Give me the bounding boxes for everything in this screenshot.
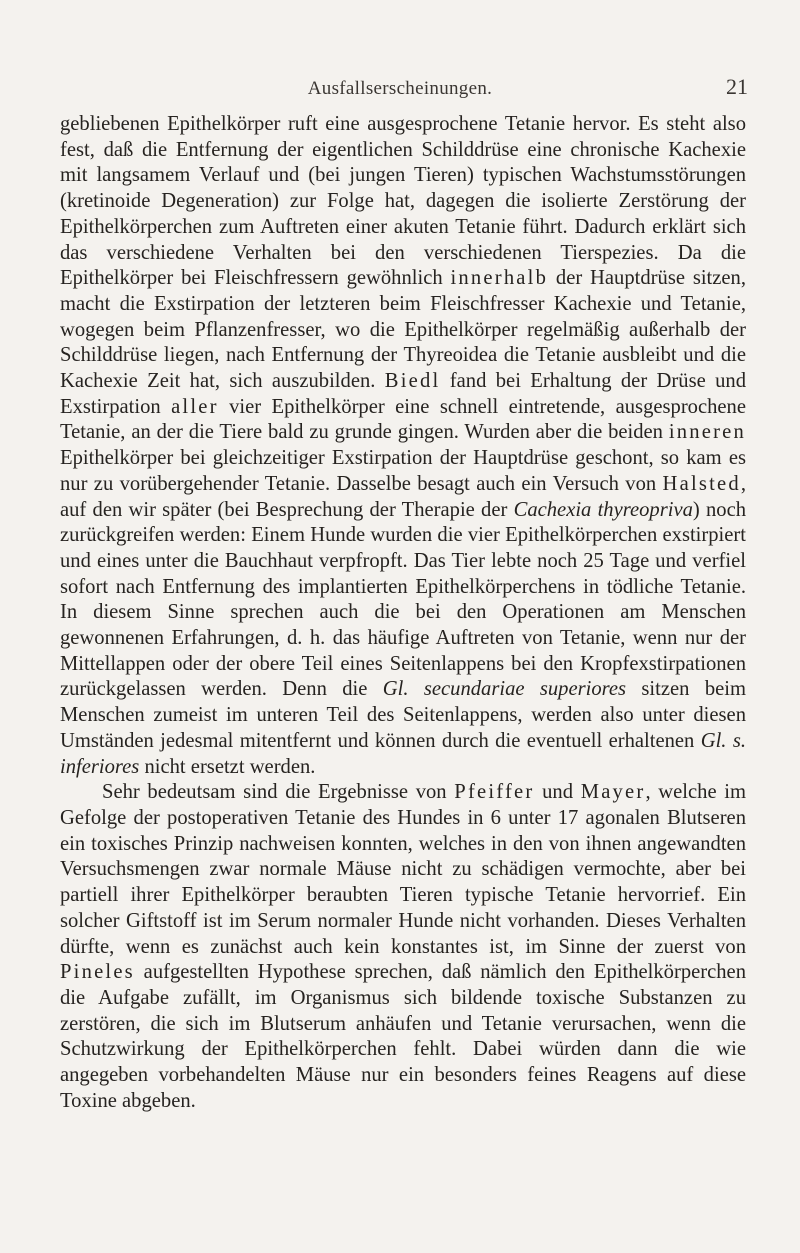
author-name: Pineles [60, 961, 135, 984]
body-text [60, 112, 746, 1114]
paragraph-2 [60, 780, 746, 1114]
text-run: gebliebenen Epithelkörper ruft eine ausgesprochene Tetanie hervor. Es steht also fest, daß die Entfernung der eigentlichen Schilddrüse eine chronische Kachexie mit langsamem Verlauf und (bei jungen Tieren) typischen Wachstumsstörungen (kretinoide Degeneration) zur Folge hat, dagegen die isolierte Zerstörung der Epithelkörperchen zum Auftreten einer akuten Tetanie führt. Dadurch erklärt sich das verschiedene Verhalten bei den verschiedenen Tierspezies. Da die Epithelkörper bei Fleischfressern gewöhnlich [60, 113, 746, 290]
latin-term: Cachexia thyreopriva [513, 498, 693, 521]
text-run: nicht ersetzt werden. [139, 755, 316, 778]
text-run: vier Epithelkörper eine schnell eintretende, ausgesprochene Tetanie, an der die Tiere bald zu grunde gingen. Wurden aber die beiden [60, 395, 746, 444]
text-run: aufgestellten Hypothese sprechen, daß nämlich den Epithelkörperchen die Aufgabe zufällt, im Organismus sich bildende toxische Substanzen zu zerstören, die sich im Blutserum anhäufen und Tetanie verursachen, wenn die Schutzwirkung der Epithelkörperchen fehlt. Dabei würden dann die wie angegeben vorbehandelten Mäuse nur ein besonders feines Reagens auf diese Toxine abgeben. [60, 961, 746, 1112]
latin-term: Gl. secundariae superiores [382, 678, 627, 701]
page-number: 21 [726, 74, 748, 99]
text-run: Sehr bedeutsam sind die Ergebnisse von [102, 781, 455, 804]
spaced-emphasis: innerhalb [450, 267, 549, 290]
text-run: , auf den wir später (bei Besprechung der Therapie der [60, 472, 746, 521]
text-run: fand bei Erhaltung der Drüse und Exstirpation [60, 370, 747, 418]
running-head: Ausfallserscheinungen. [307, 78, 493, 99]
paragraph-1 [60, 112, 746, 780]
spaced-emphasis: inneren [668, 421, 746, 444]
text-run: der Hauptdrüse sitzen, macht die Exstirpation der letzteren beim Fleischfresser Kachexie und Tetanie, wogegen beim Pflanzenfresser, wo die Epithelkörper regelmäßig außerhalb der Schilddrüse liegen, nach Entfernung der Thyreoidea die Tetanie ausbleibt und die Kachexie Zeit hat, sich auszubilden. [60, 267, 747, 393]
author-name: Pfeiffer [454, 781, 535, 804]
text-run: , welche im Gefolge der postoperativen Tetanie des Hundes in 6 unter 17 agonalen Blutseren ein toxisches Prinzip nachweisen konnten, welches in den von ihnen angewandten Versuchsmengen zwar normale Mäuse nicht zu schädigen vermochte, aber bei partiell ihrer Epithelkörper beraubten Tieren typische Tetanie hervorrief. Ein solcher Giftstoff ist im Serum normaler Hunde nicht vorhanden. Dieses Verhalten dürfte, wenn es zunächst auch kein konstantes ist, im Sinne der zuerst von [60, 781, 747, 958]
author-name: Halsted [662, 472, 741, 495]
text-run: Epithelkörper bei gleichzeitiger Exstirpation der Hauptdrüse geschont, so kam es nur zu vorübergehender Tetanie. Dasselbe besagt auch ein Versuch von [60, 447, 746, 495]
text-run: sitzen beim Menschen zumeist im unteren Teil des Seitenlappens, werden also unter diesen Umständen jedesmal mitentfernt und können durch die eventuell erhaltenen [60, 678, 746, 752]
author-name: Mayer [580, 781, 646, 804]
text-run: und [534, 781, 581, 804]
author-name: Biedl [384, 370, 441, 393]
text-run: ) noch zurückgreifen werden: Einem Hunde wurden die vier Epithelkörperchen exstirpiert und eines unter die Bauchhaut verpfropft. Das Tier lebte noch 25 Tage und verfiel sofort nach Entfernung des implantierten Epithelkörperchens in tödliche Tetanie. In diesem Sinne sprechen auch die bei den Operationen am Menschen gewonnenen Erfahrungen, d. h. das häufige Auftreten von Tetanie, wenn nur der Mittellappen oder der obere Teil eines Seitenlappens bei den Kropfexstirpationen zurückgelassen werden. Denn die [60, 498, 747, 701]
spaced-emphasis: aller [171, 395, 219, 418]
latin-term: Gl. s. inferiores [60, 729, 746, 778]
